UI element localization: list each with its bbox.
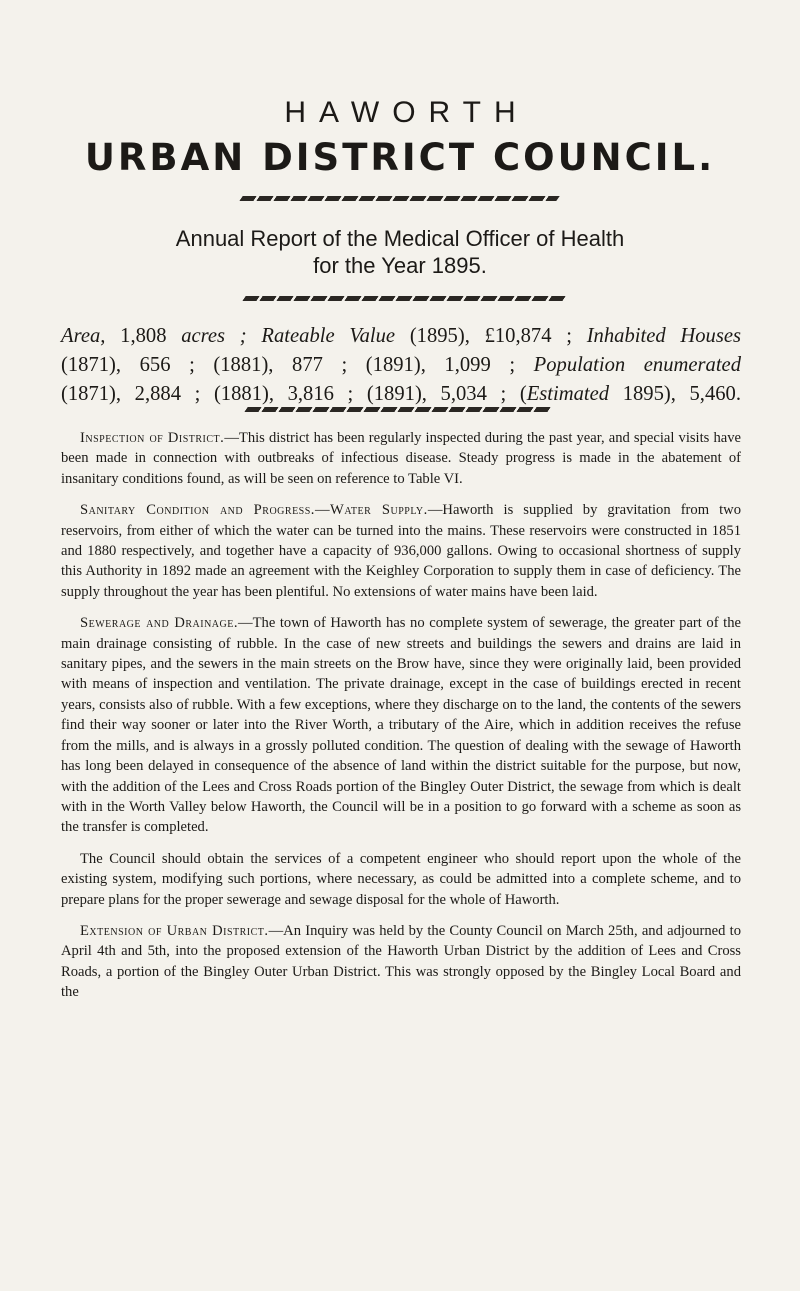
council-paragraph: The Council should obtain the services of a competent engineer who should report upon the whole of the existing system, modifying such portions, where necessary, as could be admitted into a complete scheme, and to prepare plans for the proper sewerage and sewage disposal for the whole of Haworth. xyxy=(61,850,741,908)
extension-heading: Extension of Urban District. xyxy=(80,922,269,939)
sewerage-heading: Sewerage and Drainage. xyxy=(80,615,239,632)
population-values: (1871), 2,884 ; (1881), 3,816 ; (1891), 5,034 ; ( xyxy=(61,383,527,405)
council-title: URBAN DISTRICT COUNCIL. xyxy=(84,136,716,179)
district-statistics xyxy=(61,322,741,409)
divider-1 xyxy=(239,196,560,201)
report-body xyxy=(61,428,741,1014)
town-title: HAWORTH xyxy=(284,96,529,129)
extension-paragraph xyxy=(61,921,741,1003)
area-label: Area, xyxy=(61,325,106,347)
houses-label: Inhabited Houses xyxy=(586,325,741,347)
report-subtitle xyxy=(0,225,800,279)
report-subtitle-line2: for the Year 1895. xyxy=(313,253,487,278)
population-label: Population enumerated xyxy=(533,354,741,376)
sewerage-paragraph xyxy=(61,613,741,837)
inspection-text: —This district has been regularly inspected during the past year, and special visits have been made in connection with outbreaks of infectious disease. Steady progress is made in the abatement of insanitary conditions found, as will be seen on reference to Table VI. xyxy=(61,430,741,487)
stats-line-1 xyxy=(61,322,741,351)
sanitary-text: —Haworth is supplied by gravitation from two reservoirs, from either of which the water can be turned into the mains. These reservoirs were constructed in 1851 and 1880 respectively, and together have a capacity of 936,000 gallons. Owing to occasional shortness of supply this Authority in 1892 made an agreement with the Keighley Corporation to supply them in case of deficiency. The supply throughout the year has been plentiful. No extensions of water mains have been laid. xyxy=(61,502,742,600)
divider-2 xyxy=(242,296,568,301)
inspection-heading: Inspection of District. xyxy=(80,430,225,446)
sewerage-text: —The town of Haworth has no complete system of sewerage, the greater part of the main drainage consisting of rubble. In the case of new streets and buildings the sewers and drains are laid in sanitary pipes, and the sewers in the main streets on the Brow have, since they were originally laid, been provided with means of inspection and ventilation. The private drainage, except in the case of buildings erected in recent years, consists also of rubble. With a few exceptions, where they discharge on to the land, the contents of the sewers find their way sooner or later into the River Worth, a tributary of the Aire, which in addition receives the refuse from the mills, and is always in a grossly polluted condition. The question of dealing with the sewage of Haworth has long been delayed in consequence of the absence of land within the district suitable for the purpose, but now, with the addition of the Lees and Cross Roads portion of the Bingley Outer District, the sewage from which is dealt with in the Worth Valley below Haworth, the Council will be in a position to go forward with a scheme as soon as the transfer is completed. xyxy=(61,615,741,836)
estimated-label: Estimated xyxy=(526,383,610,405)
extension-text: —An Inquiry was held by the County Council on March 25th, and adjourned to April 4th and 5th, into the proposed extension of the Haworth Urban District by the addition of Lees and Cross Roads, a portion of the Bingley Outer Urban District. This was strongly opposed by the Bingley Local Board and the xyxy=(61,922,741,1001)
estimated-value: 1895), 5,460. xyxy=(622,383,741,405)
houses-values: (1871), 656 ; (1881), 877 ; (1891), 1,099 ; xyxy=(61,354,516,376)
report-subtitle-line1: Annual Report of the Medical Officer of Health xyxy=(175,226,625,251)
stats-line-2 xyxy=(61,351,741,380)
area-value: 1,808 xyxy=(120,325,167,347)
rateable-value: (1895), £10,874 ; xyxy=(409,325,572,347)
rateable-label: Rateable Value xyxy=(261,325,396,347)
sanitary-paragraph xyxy=(61,500,741,602)
divider-3 xyxy=(244,407,553,412)
inspection-paragraph xyxy=(61,428,741,489)
sanitary-heading: Sanitary Condition and Progress.—Water Supply. xyxy=(80,502,428,519)
stats-line-3 xyxy=(61,380,741,409)
area-unit: acres ; xyxy=(181,325,247,347)
